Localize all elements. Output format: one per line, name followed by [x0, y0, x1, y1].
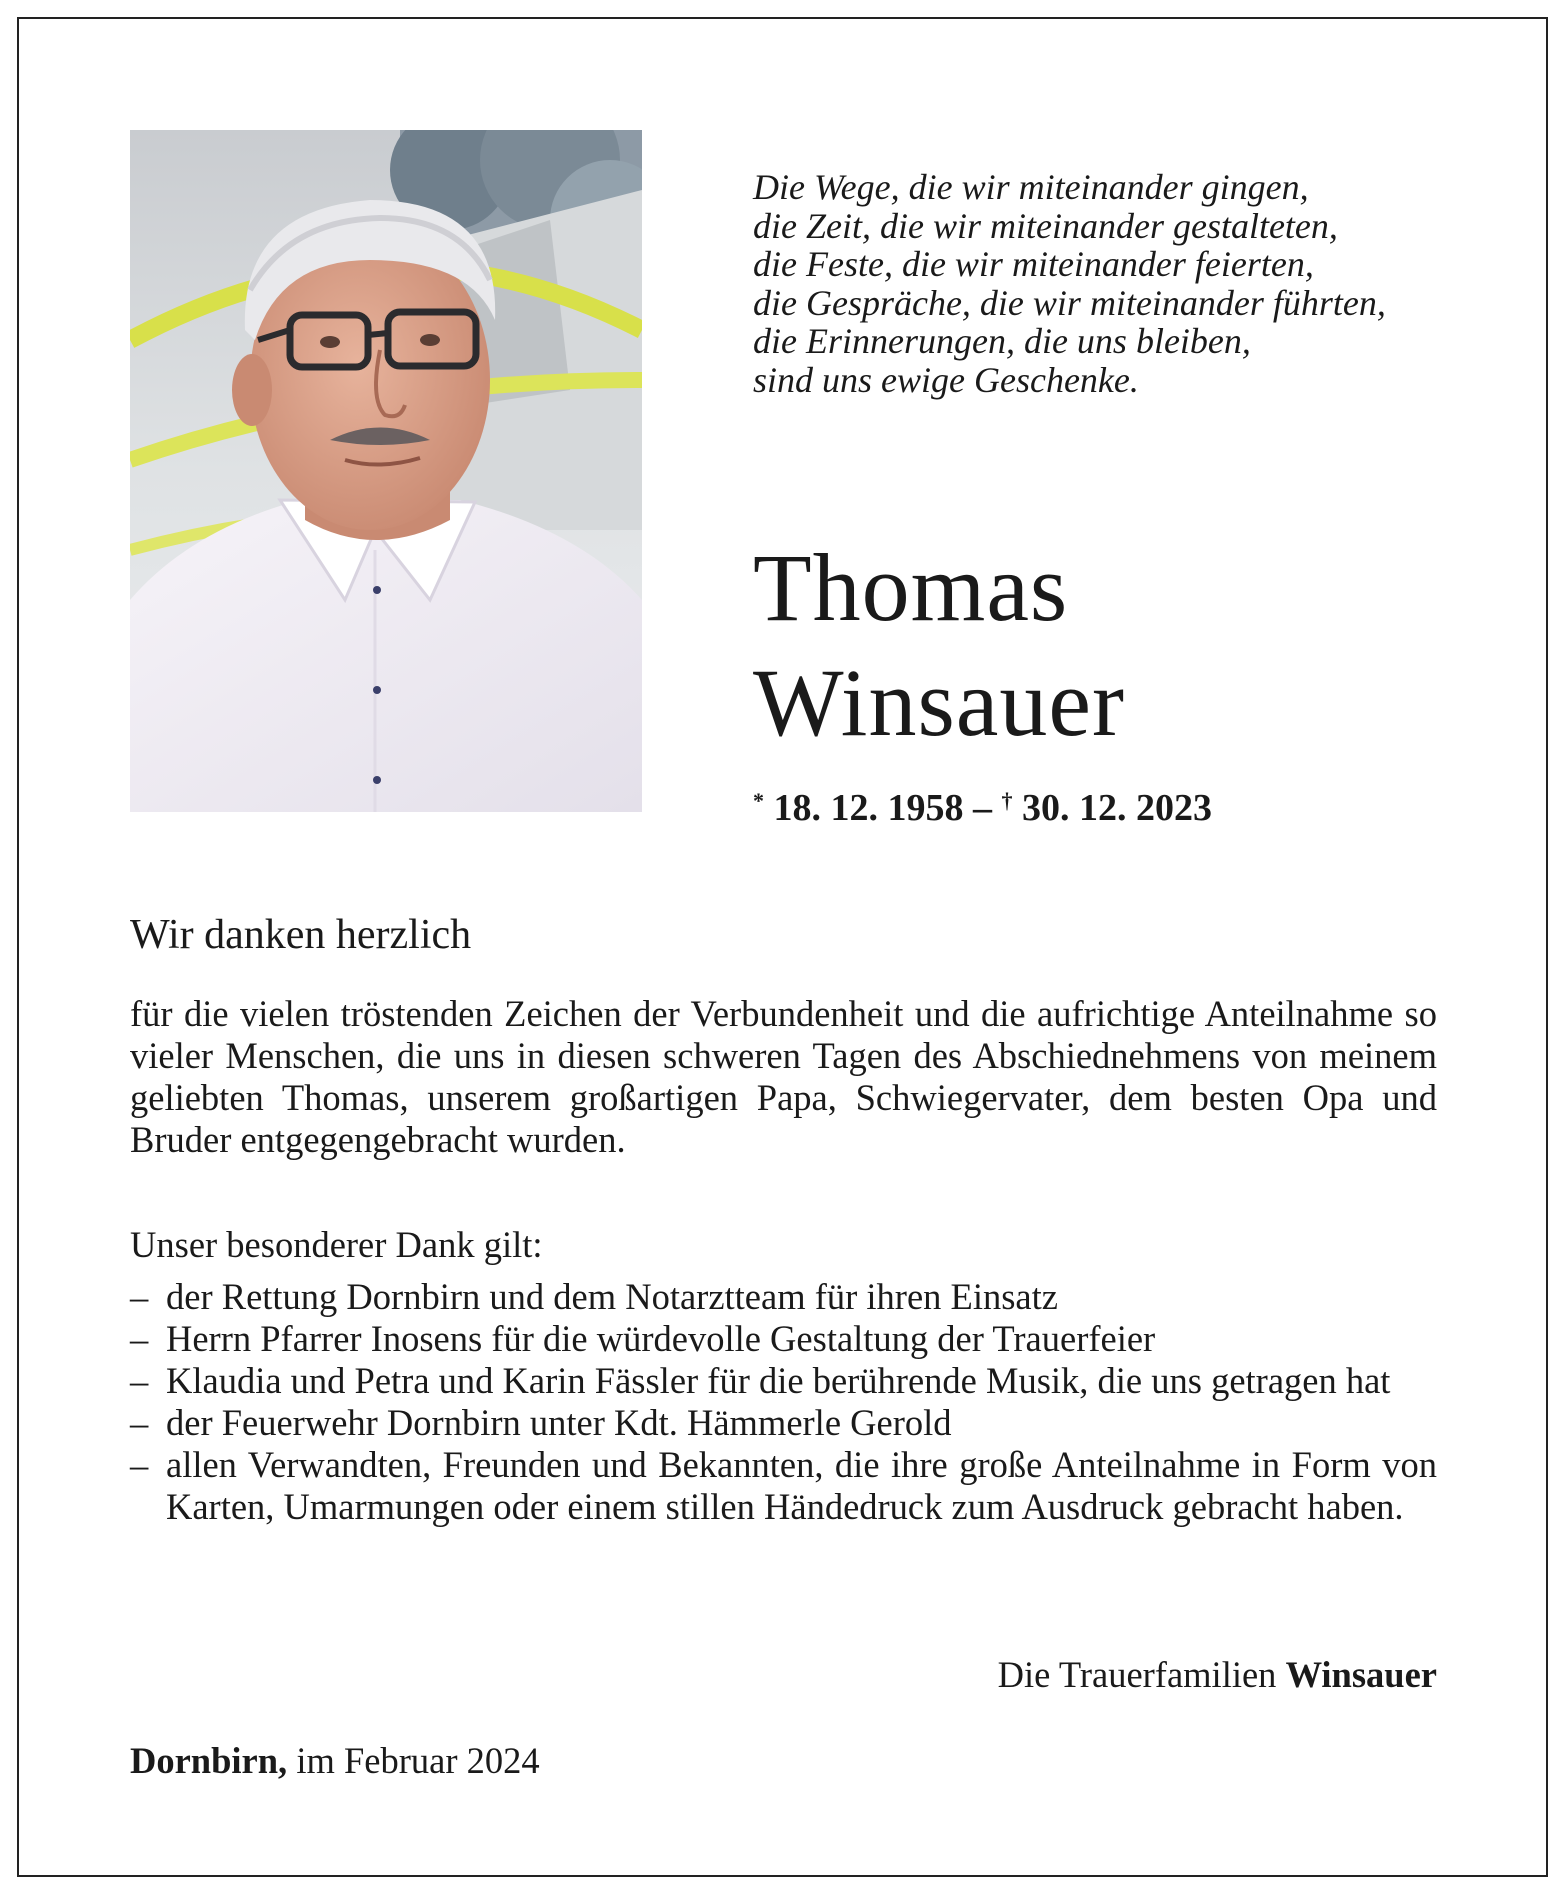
poem-line: die Feste, die wir miteinander feierten, — [753, 244, 1314, 284]
deceased-name — [753, 530, 1125, 760]
birth-date: 18. 12. 1958 — [773, 787, 964, 829]
place-and-date — [130, 1740, 540, 1782]
poem — [753, 168, 1473, 399]
list-item — [130, 1360, 1437, 1402]
list-dash: – — [130, 1360, 149, 1401]
first-name: Thomas — [753, 534, 1069, 641]
poem-line: die Zeit, die wir miteinander gestalteten, — [753, 205, 1338, 246]
signature — [998, 1654, 1437, 1696]
list-item-text: der Feuerwehr Dornbirn unter Kdt. Hämmerle Gerold — [166, 1402, 952, 1443]
poem-line: die Erinnerungen, die uns bleiben, — [753, 321, 1251, 361]
signature-prefix: Die Trauerfamilien — [997, 1654, 1277, 1695]
thanks-heading: Wir danken herzlich — [130, 912, 472, 958]
poem-line: Die Wege, die wir miteinander gingen, — [753, 167, 1309, 207]
place-city: Dornbirn, — [130, 1740, 288, 1781]
list-item — [130, 1276, 1437, 1318]
list-dash: – — [130, 1276, 149, 1317]
death-date: 30. 12. 2023 — [1022, 787, 1212, 829]
list-item-text: Herrn Pfarrer Inosens für die würdevolle Gestaltung der Trauerfeier — [166, 1318, 1156, 1359]
date-separator: – — [973, 787, 992, 829]
list-item-text: der Rettung Dornbirn und dem Notarztteam für ihren Einsatz — [166, 1276, 1058, 1317]
thanks-body: für die vielen tröstenden Zeichen der Verbundenheit und die aufrichtige Anteilnahme so vieler Menschen, die uns in diesen schweren Tagen des Abschiednehmens von meinem geliebten Thomas, unserem großartigen Papa, Schwiegervater, dem besten Opa und Bruder entgegengebracht wurden. — [130, 993, 1437, 1160]
last-name: Winsauer — [753, 649, 1125, 756]
poem-line: sind uns ewige Geschenke. — [753, 359, 1139, 400]
list-item — [130, 1444, 1437, 1528]
poem-line: die Gespräche, die wir miteinander führten, — [753, 282, 1386, 323]
life-dates — [753, 778, 1212, 831]
list-dash: – — [130, 1318, 149, 1359]
place-date: im Februar 2024 — [296, 1740, 540, 1781]
death-symbol: † — [1001, 788, 1013, 813]
list-item — [130, 1318, 1437, 1360]
signature-family: Winsauer — [1285, 1654, 1437, 1695]
list-item-text: allen Verwandten, Freunden und Bekannten, die ihre große Anteilnahme in Form von Karten, Umarmungen oder einem stillen Händedruck zum Ausdruck gebracht haben. — [166, 1444, 1437, 1527]
list-item-text: Klaudia und Petra und Karin Fässler für die berührende Musik, die uns getragen hat — [166, 1360, 1391, 1401]
list-item — [130, 1402, 1437, 1444]
special-thanks-heading: Unser besonderer Dank gilt: — [130, 1224, 543, 1265]
birth-symbol: * — [753, 788, 764, 813]
portrait-photo — [130, 130, 642, 812]
list-dash: – — [130, 1402, 149, 1443]
thanks-list — [130, 1276, 1437, 1528]
list-dash: – — [130, 1444, 149, 1485]
